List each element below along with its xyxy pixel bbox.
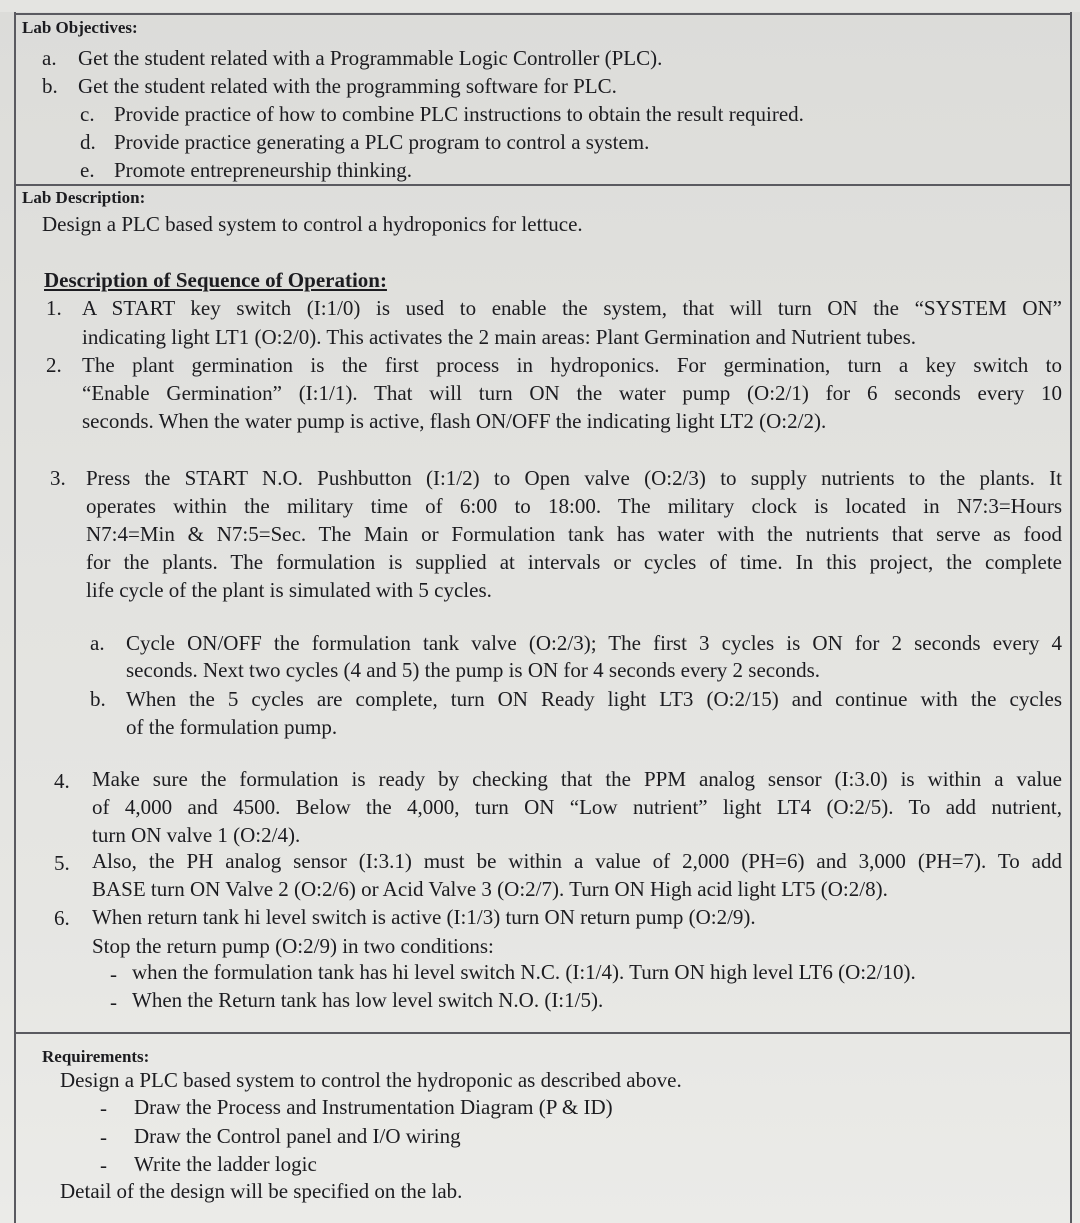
step-line: seconds. Next two cycles (4 and 5) the pump is ON for 4 seconds every 2 seconds.: [126, 658, 821, 682]
condition-text: when the formulation tank has hi level switch N.C. (I:1/4). Turn ON high level LT6 (O:2/10).: [132, 960, 916, 984]
objective-item: [80, 130, 650, 155]
objective-item: [42, 46, 663, 71]
requirement-marker: -: [100, 1096, 107, 1120]
step-line: A START key switch (I:1/0) is used to enable the system, that will turn ON the “SYSTEM ON”: [82, 296, 1062, 320]
requirement-item: Write the ladder logic: [134, 1152, 317, 1176]
objective-text: Get the student related with a Programmable Logic Controller (PLC).: [78, 46, 663, 70]
cropped-header-strip: [0, 0, 1080, 12]
step-line: “Enable Germination” (I:1/1). That will turn ON the water pump (O:2/1) for 6 seconds every 10: [82, 381, 1062, 405]
condition-marker: -: [110, 990, 117, 1014]
step-line: turn ON valve 1 (O:2/4).: [92, 823, 301, 847]
list-marker: d.: [80, 130, 96, 154]
step-line: of 4,000 and 4500. Below the 4,000, turn ON “Low nutrient” light LT4 (O:2/5). To add nutrient,: [92, 795, 1062, 819]
step-line: BASE turn ON Valve 2 (O:2/6) or Acid Valve 3 (O:2/7). Turn ON High acid light LT5 (O:2/8).: [92, 877, 888, 901]
step-line: of the formulation pump.: [126, 715, 338, 739]
section-divider-requirements: [14, 1032, 1072, 1034]
step-line: Also, the PH analog sensor (I:3.1) must be within a value of 2,000 (PH=6) and 3,000 (PH=7). To add: [92, 849, 1062, 873]
table-border-left: [14, 12, 16, 1223]
step-line: When return tank hi level switch is active (I:1/3) turn ON return pump (O:2/9).: [92, 905, 756, 929]
objective-text: Promote entrepreneurship thinking.: [114, 158, 413, 182]
requirement-item: Draw the Process and Instrumentation Diagram (P & ID): [134, 1095, 613, 1119]
condition-marker: -: [110, 962, 117, 986]
step-line: for the plants. The formulation is supplied at intervals or cycles of time. In this project, the complete: [86, 550, 1062, 574]
list-marker: a.: [42, 46, 57, 70]
step-line: operates within the military time of 6:00 to 18:00. The military clock is located in N7:3=Hours: [86, 494, 1062, 518]
requirement-marker: -: [100, 1125, 107, 1149]
requirements-footer: Detail of the design will be specified on the lab.: [60, 1179, 463, 1203]
step-line: Press the START N.O. Pushbutton (I:1/2) to Open valve (O:2/3) to supply nutrients to the plants. It: [86, 466, 1062, 490]
step-line: Make sure the formulation is ready by checking that the PPM analog sensor (I:3.0) is within a value: [92, 767, 1062, 791]
table-border-top: [14, 13, 1072, 15]
objectives-heading: Lab Objectives:: [22, 18, 138, 37]
step-line: Stop the return pump (O:2/9) in two conditions:: [92, 934, 494, 958]
step-number: 6.: [54, 906, 70, 930]
description-heading: Lab Description:: [22, 188, 146, 207]
step-line: life cycle of the plant is simulated with 5 cycles.: [86, 578, 492, 602]
step-line: When the 5 cycles are complete, turn ON Ready light LT3 (O:2/15) and continue with the cycles: [126, 687, 1062, 711]
objective-text: Provide practice generating a PLC program to control a system.: [114, 130, 650, 154]
description-text: Design a PLC based system to control a hydroponics for lettuce.: [42, 212, 583, 236]
sequence-heading: Description of Sequence of Operation:: [44, 268, 387, 292]
requirement-item: Draw the Control panel and I/O wiring: [134, 1124, 461, 1148]
step-line: indicating light LT1 (O:2/0). This activates the 2 main areas: Plant Germination and Nutrient tubes.: [82, 325, 916, 349]
step-number: 2.: [46, 353, 62, 377]
table-border-right: [1070, 12, 1072, 1223]
step-number: 4.: [54, 769, 70, 793]
requirement-marker: -: [100, 1153, 107, 1177]
step-line: seconds. When the water pump is active, flash ON/OFF the indicating light LT2 (O:2/2).: [82, 409, 827, 433]
step-line: N7:4=Min & N7:5=Sec. The Main or Formulation tank has water with the nutrients that serve as food: [86, 522, 1062, 546]
list-marker: b.: [42, 74, 58, 98]
step-line: The plant germination is the first process in hydroponics. For germination, turn a key switch to: [82, 353, 1062, 377]
objective-item: [80, 102, 804, 127]
step-line: Cycle ON/OFF the formulation tank valve (O:2/3); The first 3 cycles is ON for 2 seconds every 4: [126, 631, 1062, 655]
list-marker: e.: [80, 158, 95, 182]
objective-item: [80, 158, 413, 183]
condition-text: When the Return tank has low level switch N.O. (I:1/5).: [132, 988, 604, 1012]
step-number: 5.: [54, 851, 70, 875]
substep-marker: b.: [90, 687, 106, 711]
substep-marker: a.: [90, 631, 105, 655]
list-marker: c.: [80, 102, 95, 126]
objective-text: Get the student related with the programming software for PLC.: [78, 74, 617, 98]
step-number: 1.: [46, 296, 62, 320]
objective-item: [42, 74, 617, 99]
objective-text: Provide practice of how to combine PLC instructions to obtain the result required.: [114, 102, 804, 126]
requirements-intro: Design a PLC based system to control the hydroponic as described above.: [60, 1068, 682, 1092]
requirements-heading: Requirements:: [42, 1047, 150, 1066]
step-number: 3.: [50, 466, 66, 490]
section-divider-objectives: [14, 184, 1072, 186]
